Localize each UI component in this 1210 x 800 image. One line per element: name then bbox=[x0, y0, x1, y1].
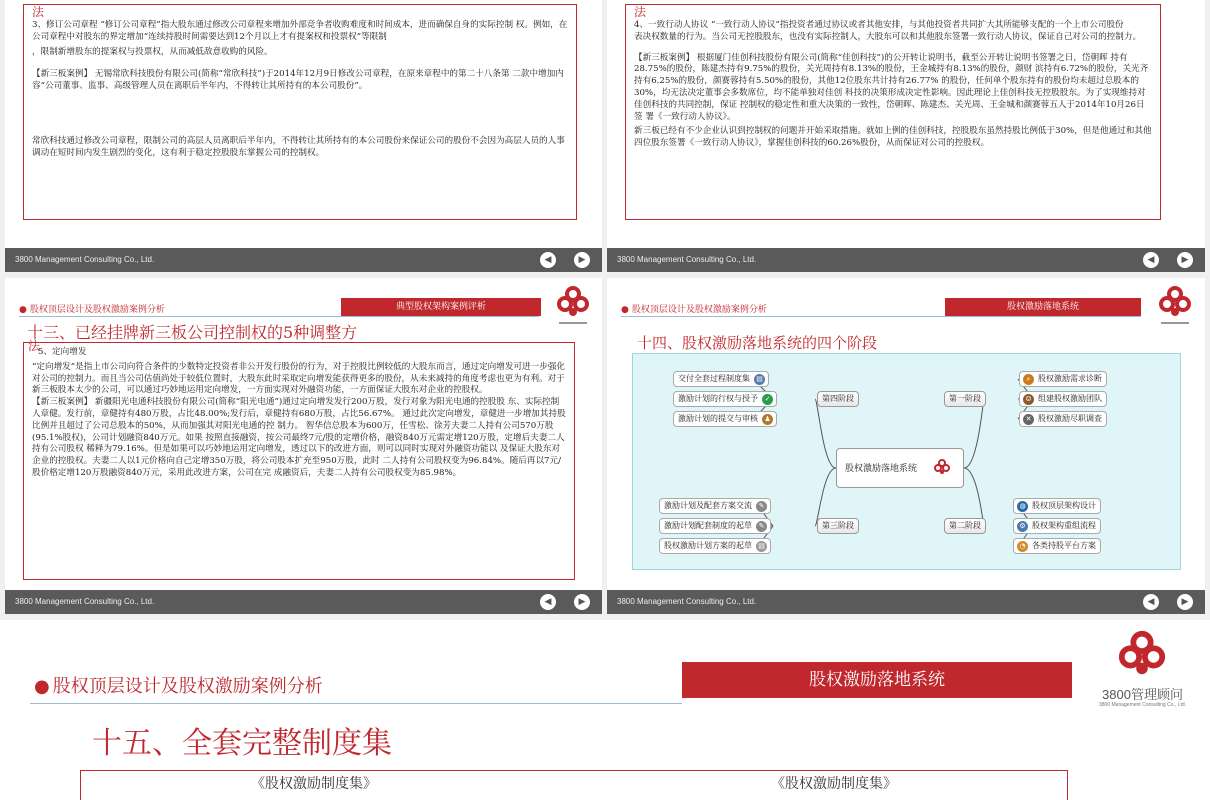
stage-1-node[interactable]: 第一阶段 bbox=[944, 391, 986, 407]
leaf-diagnosis[interactable]: ⌕ 股权激励需求诊断 bbox=[1019, 371, 1107, 387]
prev-arrow-icon[interactable]: ◀ bbox=[1143, 252, 1159, 268]
case-paragraph: 【新三板案例】 无锡常欣科技股份有限公司(简称“常欣科技”)于2014年12月9日修改公司章程，在原来章程中的第二十八条第 二款中增加内容“公司董事、监事、高级管理人员在离职后半年内，不得转让其所持有的本公司股份”。 bbox=[32, 69, 564, 92]
footer-bar bbox=[5, 248, 602, 272]
mind-map bbox=[632, 353, 1181, 570]
globe-icon: ◍ bbox=[1017, 501, 1028, 512]
next-arrow-icon[interactable]: ▶ bbox=[574, 252, 590, 268]
footer-company: 3800 Management Consulting Co., Ltd. bbox=[617, 597, 757, 606]
slide-2[interactable] bbox=[607, 0, 1205, 272]
document-icon: ▤ bbox=[756, 541, 767, 552]
case-paragraph: 【新三板案例】 新疆阳光电通科技股份有限公司(简称“阳光电通”)通过定向增发发行200万股，发行对象为阳光电通的控股股 东、实际控制人章健。发行前，章健持有480万股，占比48.00%;发行后，章健持有680万股，占比56.67%。 通过此次定向增发，章健进一步增加其持股比例并且超过了公司总股本的50%，从而加强其对阳光电通的控 制力。 智华信总股本为600万，任雪松、徐芳夫妻二人持有公司570万股(95.1%股权)，公司计划融资840万元。如果 按照直接融资，按公司最终7元/股的定增价格，融资840万元需定增120万股，定增后夫妻二人持有公司股权 稀释为79.16%。但是如果可以巧妙地运用定向增发，透过以下的改进方面，则可以同时实现对外融资功能以 及保证大股东对企业的控股权。夫妻二人以1元价格向自己定增350万股，将公司股本扩充至950万股，此时 二人持有公司股权变为96.84%。随后再以7元/股价格定增120万股融资840万元，采用此改进方案，公司在完 成融资后，夫妻二人持有公司股权变为85.98%。 bbox=[32, 397, 566, 478]
paragraph: 表决权数量的行为。当公司无控股股东，也没有实际控制人，大股东可以和其他股东签署一致行动人协议，保证自己对公司的控制力。 bbox=[634, 31, 1142, 42]
tools-icon: ✕ bbox=[1023, 414, 1034, 425]
heading-char: 法 bbox=[32, 5, 45, 19]
doc-title-right: 《股权激励制度集》 bbox=[771, 776, 897, 792]
divider bbox=[621, 316, 1141, 317]
paragraph: 常欣科技通过修改公司章程，限制公司的高层人员离职后半年内，不得转让其所持有的本公司股份来保证公司的股份不会因为高层人员的人事调动在短时间内发生剧烈的变化，这有利于稳定控股股东掌握公司的控制权。 bbox=[32, 135, 565, 158]
section-tab: 股权激励落地系统 bbox=[945, 298, 1141, 316]
logo-icon bbox=[931, 458, 953, 480]
pie-chart-icon: ◔ bbox=[1017, 541, 1028, 552]
slide-4[interactable] bbox=[607, 278, 1205, 614]
leaf-team[interactable]: ☺ 组建股权激励团队 bbox=[1019, 391, 1107, 407]
prev-arrow-icon[interactable]: ◀ bbox=[540, 252, 556, 268]
stage-2-node[interactable]: 第二阶段 bbox=[944, 518, 986, 534]
leaf-top-structure[interactable]: ◍ 股权顶层架构设计 bbox=[1013, 498, 1101, 514]
leaf-plan-draft[interactable]: 股权激励计划方案的起草 ▤ bbox=[659, 538, 771, 554]
leaf-system-draft[interactable]: 激励计划配套制度的起草 ✎ bbox=[659, 518, 771, 534]
logo-subtext: 3800 Management Consulting Co., Ltd. bbox=[1099, 702, 1186, 708]
footer-company: 3800 Management Consulting Co., Ltd. bbox=[15, 597, 155, 606]
logo bbox=[553, 284, 593, 328]
content-box bbox=[23, 4, 577, 220]
logo bbox=[1155, 284, 1195, 328]
paragraph: 3、修订公司章程 “修订公司章程”指大股东通过修改公司章程来增加外部竞争者收购难度和时间成本，进而确保自身的实际控制 权。例如，在公司章程中对股东的界定增加“连续持股时间需要达到12个月以上才有提案权和投票权”等限制 bbox=[32, 20, 568, 42]
paragraph: “定向增发”是指上市公司向符合条件的少数特定投资者非公开发行股份的行为，对于控股比例较低的大股东而言，通过定向增发可进一步强化对公司的控制力。而且当公司估值尚处于较低位置时，大股东此时采取定向增发能获得更多的股份，从未来减持的角度考虑也更为有利。对于新三板股本太少的公司，可以通过巧妙地运用定向增发，一方面实现对外融资功能，一方面保证大股东对企业的控股权。 bbox=[32, 361, 566, 396]
leaf-communication[interactable]: 激励计划及配套方案交流 ✎ bbox=[659, 498, 771, 514]
divider bbox=[30, 703, 682, 704]
prev-arrow-icon[interactable]: ◀ bbox=[1143, 594, 1159, 610]
slide-5[interactable] bbox=[0, 620, 1210, 800]
section-tab: 股权激励落地系统 bbox=[682, 662, 1072, 698]
paragraph: 4、一致行动人协议 “一致行动人协议”指投资者通过协议或者其他安排，与其他投资者共同扩大其所能够支配的一个上市公司股份 bbox=[634, 20, 1124, 30]
leaf-submit[interactable]: 激励计划的提交与审核 ♟ bbox=[673, 411, 777, 427]
next-arrow-icon[interactable]: ▶ bbox=[1177, 252, 1193, 268]
section-tagline: ● 股权顶层设计及股权激励案例分析 bbox=[621, 305, 767, 315]
prev-arrow-icon[interactable]: ◀ bbox=[540, 594, 556, 610]
leaf-restructure[interactable]: ⚙ 股权架构重组流程 bbox=[1013, 518, 1101, 534]
center-node[interactable]: 股权激励落地系统 bbox=[836, 448, 964, 488]
leaf-exercise[interactable]: 激励计划的行权与授予 ✓ bbox=[673, 391, 777, 407]
doc-title-left: 《股权激励制度集》 bbox=[251, 776, 377, 792]
bullet-dot-icon: ● bbox=[621, 305, 629, 315]
slide-1[interactable] bbox=[5, 0, 602, 272]
bullet-dot-icon: ● bbox=[19, 305, 27, 315]
doc-preview-box bbox=[80, 770, 1068, 800]
logo-icon bbox=[1112, 628, 1172, 680]
pen-icon: ✎ bbox=[756, 521, 767, 532]
search-gear-icon: ⚙ bbox=[1017, 521, 1028, 532]
footer-bar bbox=[5, 590, 602, 614]
leaf-due-diligence[interactable]: ✕ 股权激励尽职调查 bbox=[1019, 411, 1107, 427]
heading-char: 法 bbox=[28, 339, 41, 353]
team-icon: ☺ bbox=[1023, 394, 1034, 405]
logo-icon bbox=[553, 284, 593, 328]
magnifier-icon: ⌕ bbox=[1023, 374, 1034, 385]
leaf-delivery[interactable]: 交付全套过程制度集 ▤ bbox=[673, 371, 769, 387]
stage-3-node[interactable]: 第三阶段 bbox=[817, 518, 859, 534]
content-box bbox=[23, 339, 575, 580]
footer-bar bbox=[607, 248, 1205, 272]
stage-4-node[interactable]: 第四阶段 bbox=[817, 391, 859, 407]
slide-3[interactable] bbox=[5, 278, 602, 614]
paragraph: 新三板已经有不少企业认识到控制权的问题并开始采取措施。就如上例的佳创科技，控股股东虽然持股比例低于30%，但是他通过和其他四位股东签署《一致行动人协议》，掌握佳创科技的60.26%股份，从而保证对公司的控股权。 bbox=[634, 126, 1152, 149]
bullet-dot-icon: ● bbox=[34, 676, 50, 697]
stamp-icon: ♟ bbox=[762, 414, 773, 425]
slide-title: 十三、已经挂牌新三板公司控制权的5种调整方 bbox=[27, 323, 358, 342]
section-tagline: ● 股权顶层设计及股权激励案例分析 bbox=[34, 676, 323, 697]
heading-char: 法 bbox=[634, 5, 647, 19]
section-tab: 典型股权架构案例评析 bbox=[341, 298, 541, 316]
divider bbox=[19, 316, 539, 317]
paragraph: 5、定向增发 bbox=[38, 347, 87, 357]
next-arrow-icon[interactable]: ▶ bbox=[574, 594, 590, 610]
pen-icon: ✎ bbox=[756, 501, 767, 512]
logo bbox=[1090, 628, 1195, 718]
footer-bar bbox=[607, 590, 1205, 614]
logo-icon bbox=[1155, 284, 1195, 328]
slide-title: 十五、全套完整制度集 bbox=[92, 726, 392, 761]
leaf-platform[interactable]: ◔ 各类持股平台方案 bbox=[1013, 538, 1101, 554]
paragraph: ，限制新增股东的提案权与投票权，从而减低敌意收购的风险。 bbox=[32, 46, 273, 57]
section-tagline: ● 股权顶层设计及股权激励案例分析 bbox=[19, 305, 165, 315]
case-paragraph: 【新三板案例】 根据厦门佳创科技股份有限公司(简称“佳创科技”)的公开转让说明书，截至公开转让说明书签署之日，岱朝晖 持有28.75%的股份，陈建杰持有9.75%的股份，关光周持有8.13%的股份，王金城持有8.13%的股份，颜财 滨持有6.72%的股份，关光齐持有6.25%的股份，颜赛蓉持有5.50%的股份，其他12位股东共计持有26.77% 的股份，任何单个股东持有的股份均未超过总股本的30%，均无法决定董事会多数席位，均不能单独对佳创 科技的决策形成决定性影响。因此理论上佳创科技无控股股东。为了实现维持对佳创科技的共同控制，保证 控制权的稳定性和重大决策的一致性，岱朝晖、陈建杰、关光周、王金城和颜赛蓉五人于2014年10月26日签 署《一致行动人协议》。 bbox=[634, 52, 1149, 122]
document-icon: ▤ bbox=[754, 374, 765, 385]
check-icon: ✓ bbox=[762, 394, 773, 405]
footer-company: 3800 Management Consulting Co., Ltd. bbox=[15, 255, 155, 264]
logo-text: 3800管理顾问 bbox=[1102, 687, 1183, 702]
content-box bbox=[625, 4, 1161, 220]
slide-title: 十四、股权激励落地系统的四个阶段 bbox=[637, 334, 878, 352]
footer-company: 3800 Management Consulting Co., Ltd. bbox=[617, 255, 757, 264]
next-arrow-icon[interactable]: ▶ bbox=[1177, 594, 1193, 610]
